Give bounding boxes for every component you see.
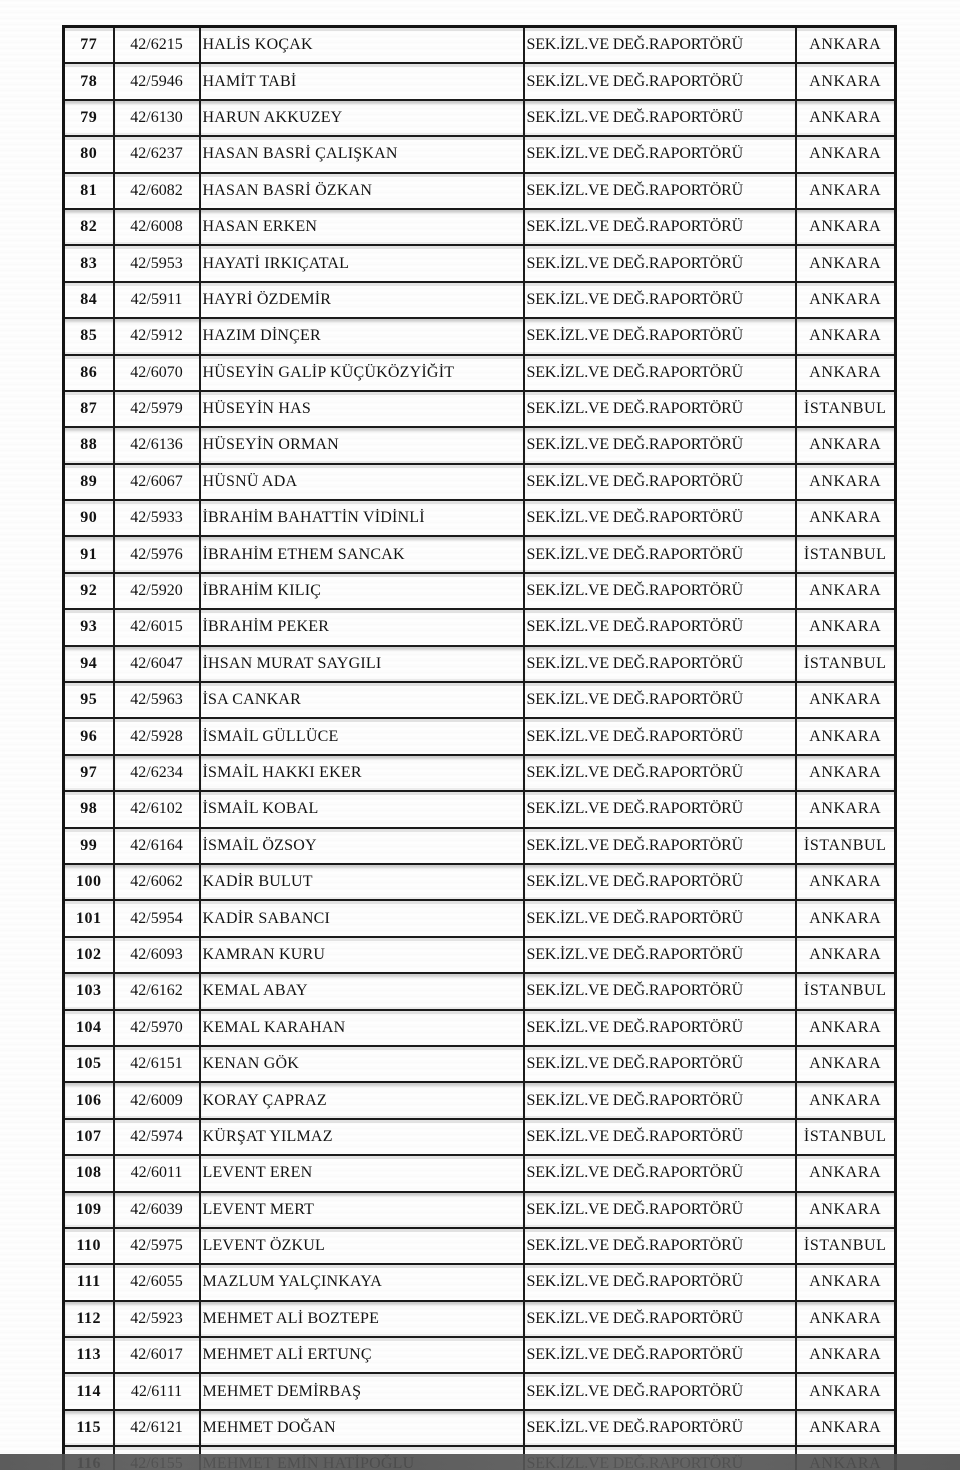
title-cell: SEK.İZL.VE DEĞ.RAPORTÖRÜ [524, 1410, 796, 1446]
name-cell: HAYRİ ÖZDEMİR [200, 282, 524, 318]
table-row [64, 1082, 896, 1118]
row-number-cell: 83 [64, 245, 114, 281]
name-cell: HASAN BASRİ ÇALIŞKAN [200, 136, 524, 172]
city-cell: ANKARA [796, 573, 896, 609]
row-number-cell: 84 [64, 282, 114, 318]
row-number-cell: 114 [64, 1373, 114, 1409]
city-cell: ANKARA [796, 464, 896, 500]
registration-cell: 42/5920 [114, 573, 200, 609]
city-cell: ANKARA [796, 1264, 896, 1300]
row-number-cell: 100 [64, 864, 114, 900]
city-cell: İSTANBUL [796, 646, 896, 682]
name-cell: KAMRAN KURU [200, 937, 524, 973]
city-cell: ANKARA [796, 1373, 896, 1409]
row-number-cell: 89 [64, 464, 114, 500]
city-cell: ANKARA [796, 318, 896, 354]
registration-cell: 42/5970 [114, 1010, 200, 1046]
title-cell: SEK.İZL.VE DEĞ.RAPORTÖRÜ [524, 646, 796, 682]
table-row [64, 100, 896, 136]
row-number-cell: 99 [64, 828, 114, 864]
city-cell: ANKARA [796, 63, 896, 99]
city-cell: ANKARA [796, 27, 896, 64]
row-number-cell: 110 [64, 1228, 114, 1264]
name-cell: KEMAL KARAHAN [200, 1010, 524, 1046]
personnel-roster-table [62, 25, 897, 1470]
row-number-cell: 93 [64, 609, 114, 645]
name-cell: İHSAN MURAT SAYGILI [200, 646, 524, 682]
city-cell: ANKARA [796, 1301, 896, 1337]
name-cell: HAZIM DİNÇER [200, 318, 524, 354]
registration-cell: 42/6017 [114, 1337, 200, 1373]
title-cell: SEK.İZL.VE DEĞ.RAPORTÖRÜ [524, 609, 796, 645]
city-cell: ANKARA [796, 173, 896, 209]
table-row [64, 1046, 896, 1082]
city-cell: İSTANBUL [796, 1119, 896, 1155]
table-row [64, 1264, 896, 1300]
name-cell: MEHMET DEMİRBAŞ [200, 1373, 524, 1409]
row-number-cell: 85 [64, 318, 114, 354]
name-cell: İSMAİL HAKKI EKER [200, 755, 524, 791]
row-number-cell: 103 [64, 973, 114, 1009]
registration-cell: 42/6009 [114, 1082, 200, 1118]
row-number-cell: 108 [64, 1155, 114, 1191]
table-row [64, 646, 896, 682]
table-row [64, 937, 896, 973]
title-cell: SEK.İZL.VE DEĞ.RAPORTÖRÜ [524, 1192, 796, 1228]
name-cell: HÜSEYİN HAS [200, 391, 524, 427]
table-row [64, 609, 896, 645]
name-cell: HALİS KOÇAK [200, 27, 524, 64]
title-cell: SEK.İZL.VE DEĞ.RAPORTÖRÜ [524, 828, 796, 864]
registration-cell: 42/6164 [114, 828, 200, 864]
name-cell: İSMAİL GÜLLÜCE [200, 718, 524, 754]
registration-cell: 42/6151 [114, 1046, 200, 1082]
registration-cell: 42/6008 [114, 209, 200, 245]
registration-cell: 42/6055 [114, 1264, 200, 1300]
row-number-cell: 95 [64, 682, 114, 718]
table-row [64, 791, 896, 827]
row-number-cell: 80 [64, 136, 114, 172]
table-row [64, 391, 896, 427]
title-cell: SEK.İZL.VE DEĞ.RAPORTÖRÜ [524, 573, 796, 609]
title-cell: SEK.İZL.VE DEĞ.RAPORTÖRÜ [524, 464, 796, 500]
registration-cell: 42/6102 [114, 791, 200, 827]
row-number-cell: 102 [64, 937, 114, 973]
registration-cell: 42/6136 [114, 427, 200, 463]
title-cell: SEK.İZL.VE DEĞ.RAPORTÖRÜ [524, 1228, 796, 1264]
city-cell: ANKARA [796, 355, 896, 391]
row-number-cell: 82 [64, 209, 114, 245]
title-cell: SEK.İZL.VE DEĞ.RAPORTÖRÜ [524, 136, 796, 172]
row-number-cell: 96 [64, 718, 114, 754]
table-row [64, 173, 896, 209]
title-cell: SEK.İZL.VE DEĞ.RAPORTÖRÜ [524, 391, 796, 427]
table-row [64, 136, 896, 172]
city-cell: ANKARA [796, 427, 896, 463]
registration-cell: 42/5976 [114, 536, 200, 572]
registration-cell: 42/5974 [114, 1119, 200, 1155]
name-cell: İSMAİL KOBAL [200, 791, 524, 827]
title-cell: SEK.İZL.VE DEĞ.RAPORTÖRÜ [524, 536, 796, 572]
title-cell: SEK.İZL.VE DEĞ.RAPORTÖRÜ [524, 427, 796, 463]
title-cell: SEK.İZL.VE DEĞ.RAPORTÖRÜ [524, 682, 796, 718]
row-number-cell: 88 [64, 427, 114, 463]
name-cell: HÜSEYİN GALİP KÜÇÜKÖZYİĞİT [200, 355, 524, 391]
row-number-cell: 111 [64, 1264, 114, 1300]
row-number-cell: 79 [64, 100, 114, 136]
name-cell: HÜSEYİN ORMAN [200, 427, 524, 463]
table-row [64, 536, 896, 572]
name-cell: KORAY ÇAPRAZ [200, 1082, 524, 1118]
city-cell: İSTANBUL [796, 1228, 896, 1264]
table-row [64, 1337, 896, 1373]
registration-cell: 42/6121 [114, 1410, 200, 1446]
name-cell: LEVENT MERT [200, 1192, 524, 1228]
registration-cell: 42/6082 [114, 173, 200, 209]
row-number-cell: 107 [64, 1119, 114, 1155]
title-cell: SEK.İZL.VE DEĞ.RAPORTÖRÜ [524, 1082, 796, 1118]
title-cell: SEK.İZL.VE DEĞ.RAPORTÖRÜ [524, 245, 796, 281]
city-cell: ANKARA [796, 209, 896, 245]
title-cell: SEK.İZL.VE DEĞ.RAPORTÖRÜ [524, 1264, 796, 1300]
table-row [64, 900, 896, 936]
registration-cell: 42/6015 [114, 609, 200, 645]
row-number-cell: 105 [64, 1046, 114, 1082]
row-number-cell: 104 [64, 1010, 114, 1046]
title-cell: SEK.İZL.VE DEĞ.RAPORTÖRÜ [524, 1119, 796, 1155]
registration-cell: 42/5954 [114, 900, 200, 936]
registration-cell: 42/5953 [114, 245, 200, 281]
city-cell: ANKARA [796, 1192, 896, 1228]
title-cell: SEK.İZL.VE DEĞ.RAPORTÖRÜ [524, 864, 796, 900]
title-cell: SEK.İZL.VE DEĞ.RAPORTÖRÜ [524, 500, 796, 536]
table-row [64, 464, 896, 500]
title-cell: SEK.İZL.VE DEĞ.RAPORTÖRÜ [524, 900, 796, 936]
table-row [64, 828, 896, 864]
name-cell: KÜRŞAT YILMAZ [200, 1119, 524, 1155]
registration-cell: 42/6237 [114, 136, 200, 172]
registration-cell: 42/5933 [114, 500, 200, 536]
name-cell: KADİR SABANCI [200, 900, 524, 936]
name-cell: KADİR BULUT [200, 864, 524, 900]
registration-cell: 42/5975 [114, 1228, 200, 1264]
city-cell: ANKARA [796, 1010, 896, 1046]
registration-cell: 42/6047 [114, 646, 200, 682]
city-cell: İSTANBUL [796, 973, 896, 1009]
city-cell: ANKARA [796, 136, 896, 172]
title-cell: SEK.İZL.VE DEĞ.RAPORTÖRÜ [524, 63, 796, 99]
registration-cell: 42/5928 [114, 718, 200, 754]
city-cell: ANKARA [796, 1410, 896, 1446]
table-row [64, 973, 896, 1009]
city-cell: İSTANBUL [796, 391, 896, 427]
registration-cell: 42/6093 [114, 937, 200, 973]
title-cell: SEK.İZL.VE DEĞ.RAPORTÖRÜ [524, 100, 796, 136]
city-cell: ANKARA [796, 791, 896, 827]
name-cell: HAYATİ IRKIÇATAL [200, 245, 524, 281]
table-row [64, 209, 896, 245]
title-cell: SEK.İZL.VE DEĞ.RAPORTÖRÜ [524, 1301, 796, 1337]
registration-cell: 42/6070 [114, 355, 200, 391]
registration-cell: 42/5979 [114, 391, 200, 427]
row-number-cell: 92 [64, 573, 114, 609]
title-cell: SEK.İZL.VE DEĞ.RAPORTÖRÜ [524, 1155, 796, 1191]
row-number-cell: 94 [64, 646, 114, 682]
row-number-cell: 86 [64, 355, 114, 391]
title-cell: SEK.İZL.VE DEĞ.RAPORTÖRÜ [524, 1337, 796, 1373]
title-cell: SEK.İZL.VE DEĞ.RAPORTÖRÜ [524, 318, 796, 354]
title-cell: SEK.İZL.VE DEĞ.RAPORTÖRÜ [524, 973, 796, 1009]
title-cell: SEK.İZL.VE DEĞ.RAPORTÖRÜ [524, 937, 796, 973]
table-row [64, 682, 896, 718]
title-cell: SEK.İZL.VE DEĞ.RAPORTÖRÜ [524, 355, 796, 391]
name-cell: MEHMET ALİ BOZTEPE [200, 1301, 524, 1337]
registration-cell: 42/5911 [114, 282, 200, 318]
name-cell: MEHMET ALİ ERTUNÇ [200, 1337, 524, 1373]
table-row [64, 1410, 896, 1446]
name-cell: HAMİT TABİ [200, 63, 524, 99]
registration-cell: 42/6130 [114, 100, 200, 136]
city-cell: ANKARA [796, 1046, 896, 1082]
title-cell: SEK.İZL.VE DEĞ.RAPORTÖRÜ [524, 173, 796, 209]
name-cell: İBRAHİM KILIÇ [200, 573, 524, 609]
table-row [64, 1010, 896, 1046]
row-number-cell: 91 [64, 536, 114, 572]
row-number-cell: 113 [64, 1337, 114, 1373]
city-cell: ANKARA [796, 245, 896, 281]
row-number-cell: 97 [64, 755, 114, 791]
name-cell: İBRAHİM ETHEM SANCAK [200, 536, 524, 572]
name-cell: KEMAL ABAY [200, 973, 524, 1009]
table-row [64, 1228, 896, 1264]
registration-cell: 42/6162 [114, 973, 200, 1009]
row-number-cell: 90 [64, 500, 114, 536]
registration-cell: 42/6011 [114, 1155, 200, 1191]
table-row [64, 500, 896, 536]
table-row [64, 718, 896, 754]
name-cell: HASAN ERKEN [200, 209, 524, 245]
table-row [64, 1192, 896, 1228]
table-row [64, 282, 896, 318]
name-cell: MEHMET DOĞAN [200, 1410, 524, 1446]
table-row [64, 1119, 896, 1155]
title-cell: SEK.İZL.VE DEĞ.RAPORTÖRÜ [524, 1373, 796, 1409]
row-number-cell: 78 [64, 63, 114, 99]
city-cell: ANKARA [796, 864, 896, 900]
table-body [64, 27, 896, 1470]
name-cell: LEVENT ÖZKUL [200, 1228, 524, 1264]
table-row [64, 27, 896, 64]
row-number-cell: 112 [64, 1301, 114, 1337]
registration-cell: 42/5923 [114, 1301, 200, 1337]
name-cell: İBRAHİM BAHATTİN VİDİNLİ [200, 500, 524, 536]
table-row [64, 63, 896, 99]
registration-cell: 42/5946 [114, 63, 200, 99]
city-cell: ANKARA [796, 500, 896, 536]
table-row [64, 573, 896, 609]
row-number-cell: 77 [64, 27, 114, 64]
row-number-cell: 81 [64, 173, 114, 209]
registration-cell: 42/6215 [114, 27, 200, 64]
city-cell: İSTANBUL [796, 828, 896, 864]
table-row [64, 1373, 896, 1409]
title-cell: SEK.İZL.VE DEĞ.RAPORTÖRÜ [524, 1046, 796, 1082]
title-cell: SEK.İZL.VE DEĞ.RAPORTÖRÜ [524, 1010, 796, 1046]
city-cell: ANKARA [796, 1337, 896, 1373]
row-number-cell: 101 [64, 900, 114, 936]
city-cell: ANKARA [796, 100, 896, 136]
scan-artifact-bottom-bar [0, 1454, 960, 1470]
table-row [64, 427, 896, 463]
name-cell: İSMAİL ÖZSOY [200, 828, 524, 864]
row-number-cell: 98 [64, 791, 114, 827]
title-cell: SEK.İZL.VE DEĞ.RAPORTÖRÜ [524, 791, 796, 827]
city-cell: İSTANBUL [796, 536, 896, 572]
row-number-cell: 87 [64, 391, 114, 427]
name-cell: KENAN GÖK [200, 1046, 524, 1082]
city-cell: ANKARA [796, 682, 896, 718]
name-cell: İBRAHİM PEKER [200, 609, 524, 645]
registration-cell: 42/6062 [114, 864, 200, 900]
city-cell: ANKARA [796, 1155, 896, 1191]
title-cell: SEK.İZL.VE DEĞ.RAPORTÖRÜ [524, 27, 796, 64]
registration-cell: 42/5912 [114, 318, 200, 354]
table-row [64, 355, 896, 391]
title-cell: SEK.İZL.VE DEĞ.RAPORTÖRÜ [524, 755, 796, 791]
city-cell: ANKARA [796, 937, 896, 973]
name-cell: MAZLUM YALÇINKAYA [200, 1264, 524, 1300]
registration-cell: 42/5963 [114, 682, 200, 718]
name-cell: İSA CANKAR [200, 682, 524, 718]
title-cell: SEK.İZL.VE DEĞ.RAPORTÖRÜ [524, 718, 796, 754]
name-cell: HARUN AKKUZEY [200, 100, 524, 136]
table-row [64, 318, 896, 354]
row-number-cell: 106 [64, 1082, 114, 1118]
registration-cell: 42/6039 [114, 1192, 200, 1228]
table-row [64, 245, 896, 281]
city-cell: ANKARA [796, 282, 896, 318]
table-row [64, 1155, 896, 1191]
city-cell: ANKARA [796, 900, 896, 936]
city-cell: ANKARA [796, 718, 896, 754]
table-row [64, 1301, 896, 1337]
table-row [64, 755, 896, 791]
city-cell: ANKARA [796, 755, 896, 791]
city-cell: ANKARA [796, 1082, 896, 1118]
row-number-cell: 115 [64, 1410, 114, 1446]
registration-cell: 42/6234 [114, 755, 200, 791]
name-cell: HASAN BASRİ ÖZKAN [200, 173, 524, 209]
title-cell: SEK.İZL.VE DEĞ.RAPORTÖRÜ [524, 209, 796, 245]
city-cell: ANKARA [796, 609, 896, 645]
row-number-cell: 109 [64, 1192, 114, 1228]
table-row [64, 864, 896, 900]
name-cell: HÜSNÜ ADA [200, 464, 524, 500]
title-cell: SEK.İZL.VE DEĞ.RAPORTÖRÜ [524, 282, 796, 318]
registration-cell: 42/6067 [114, 464, 200, 500]
name-cell: LEVENT EREN [200, 1155, 524, 1191]
registration-cell: 42/6111 [114, 1373, 200, 1409]
